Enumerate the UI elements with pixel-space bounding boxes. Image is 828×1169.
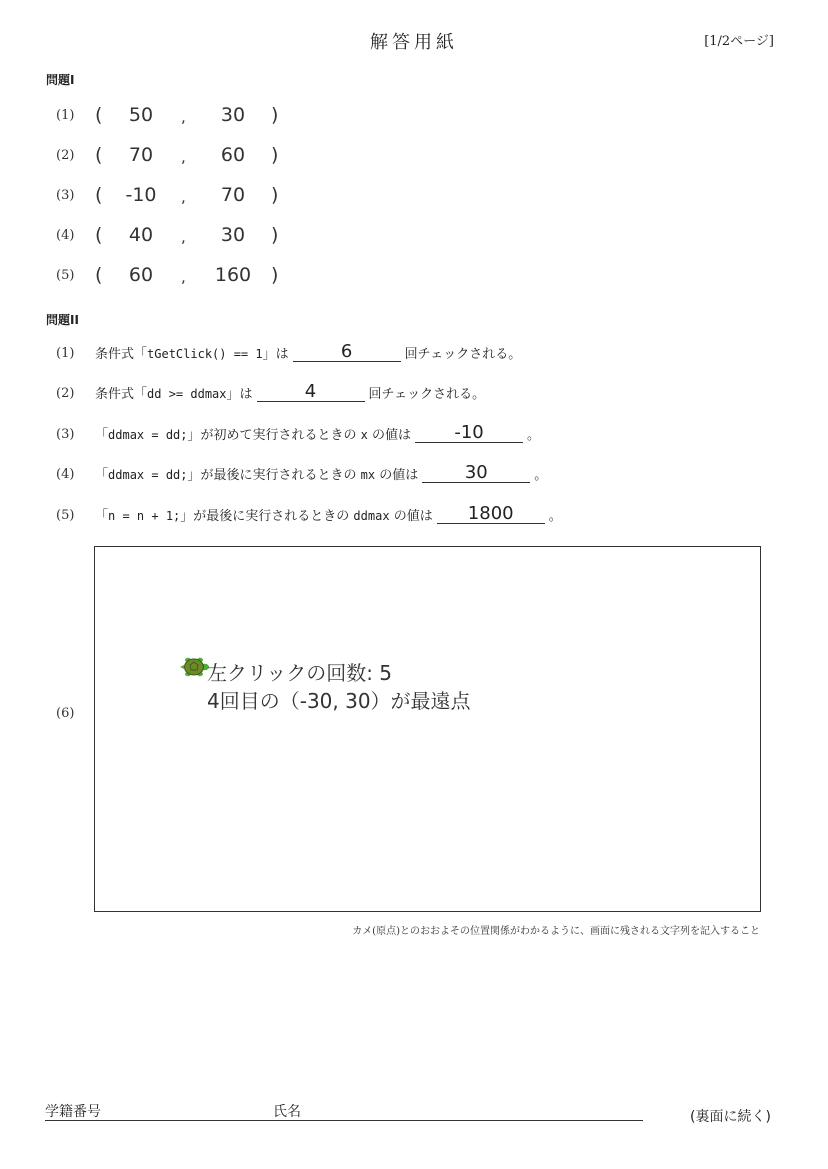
answer-box bbox=[94, 546, 761, 912]
q2-text bbox=[95, 383, 485, 402]
q5-post2: の値は bbox=[393, 509, 433, 524]
q2-post: 」は bbox=[226, 387, 253, 402]
row-1-number: (1) bbox=[56, 108, 75, 123]
signature-line bbox=[45, 1120, 643, 1121]
section2-label: 問題II bbox=[46, 313, 79, 327]
q5-var: ddmax bbox=[353, 509, 390, 523]
q1-post: 」は bbox=[262, 347, 289, 362]
q4-text bbox=[95, 464, 547, 483]
row-3-y-value: 70 bbox=[220, 184, 246, 206]
row-3-open-paren: ( bbox=[95, 184, 103, 206]
row-5-open-paren: ( bbox=[95, 264, 103, 286]
q3-code: ddmax = dd; bbox=[108, 428, 188, 442]
row-3-comma: , bbox=[181, 188, 186, 206]
row-4-number: (4) bbox=[56, 228, 75, 243]
page-title: 解答用紙 bbox=[370, 32, 458, 53]
q3-var: x bbox=[360, 428, 368, 442]
q3-post: 」が初めて実行されるときの bbox=[187, 428, 357, 443]
q2-answer: 4 bbox=[257, 383, 365, 402]
q3-text bbox=[95, 424, 540, 443]
row-1-x-value: 50 bbox=[128, 104, 154, 126]
row-1-comma: , bbox=[181, 108, 186, 126]
section1-label: 問題I bbox=[46, 73, 75, 87]
instruction-note: カメ(原点)とのおおよその位置関係がわかるように、画面に残される文字列を記入すること bbox=[352, 926, 760, 937]
row-4-y-value: 30 bbox=[220, 224, 246, 246]
q5-code: n = n + 1; bbox=[108, 509, 181, 523]
row-4-coordinate bbox=[95, 224, 295, 246]
q1-text bbox=[95, 343, 521, 362]
q5-tail: 。 bbox=[548, 509, 562, 524]
q3-pre: 「 bbox=[95, 428, 109, 443]
row-2-x-value: 70 bbox=[128, 144, 154, 166]
q5-number: (5) bbox=[56, 508, 75, 523]
row-2-comma: , bbox=[181, 148, 186, 166]
q4-var: mx bbox=[360, 468, 376, 482]
q4-pre: 「 bbox=[95, 468, 109, 483]
q4-tail: 。 bbox=[534, 468, 548, 483]
q1-pre: 条件式「 bbox=[95, 347, 148, 362]
q5-post: 」が最後に実行されるときの bbox=[180, 509, 350, 524]
q3-tail: 。 bbox=[527, 428, 541, 443]
row-3-coordinate bbox=[95, 184, 295, 206]
row-3-number: (3) bbox=[56, 188, 75, 203]
q5-text bbox=[95, 505, 562, 524]
q1-number: (1) bbox=[56, 346, 75, 361]
q3-answer: -10 bbox=[415, 424, 523, 443]
q4-post2: の値は bbox=[379, 468, 419, 483]
name-label: 氏名 bbox=[273, 1104, 301, 1120]
row-2-open-paren: ( bbox=[95, 144, 103, 166]
row-4-comma: , bbox=[181, 228, 186, 246]
row-2-coordinate bbox=[95, 144, 295, 166]
q5-answer: 1800 bbox=[437, 505, 545, 524]
row-3-x-value: -10 bbox=[125, 184, 157, 206]
row-5-number: (5) bbox=[56, 268, 75, 283]
row-5-x-value: 60 bbox=[128, 264, 154, 286]
row-5-close-paren: ) bbox=[271, 264, 279, 286]
row-2-y-value: 60 bbox=[220, 144, 246, 166]
q4-number: (4) bbox=[56, 467, 75, 482]
q4-code: ddmax = dd; bbox=[108, 468, 188, 482]
row-1-coordinate bbox=[95, 104, 295, 126]
q1-code: tGetClick() == 1 bbox=[147, 347, 263, 361]
row-1-y-value: 30 bbox=[220, 104, 246, 126]
q2-code: dd >= ddmax bbox=[147, 387, 227, 401]
q5-pre: 「 bbox=[95, 509, 109, 524]
q3-post2: の値は bbox=[372, 428, 412, 443]
q4-post: 」が最後に実行されるときの bbox=[187, 468, 357, 483]
q2-number: (2) bbox=[56, 386, 75, 401]
row-2-number: (2) bbox=[56, 148, 75, 163]
row-1-close-paren: ) bbox=[271, 104, 279, 126]
screen-line-2: 4回目の（-30, 30）が最遠点 bbox=[207, 689, 471, 713]
row-3-close-paren: ) bbox=[271, 184, 279, 206]
q2-tail: 回チェックされる。 bbox=[368, 387, 486, 402]
row-4-close-paren: ) bbox=[271, 224, 279, 246]
screen-line-1: 左クリックの回数: 5 bbox=[207, 661, 393, 685]
q6-number: (6) bbox=[56, 706, 75, 721]
q3-number: (3) bbox=[56, 427, 75, 442]
row-1-open-paren: ( bbox=[95, 104, 103, 126]
row-5-comma: , bbox=[181, 268, 186, 286]
row-5-coordinate bbox=[95, 264, 295, 286]
row-2-close-paren: ) bbox=[271, 144, 279, 166]
page-number: [1/2ページ] bbox=[704, 34, 774, 49]
q1-tail: 回チェックされる。 bbox=[404, 347, 522, 362]
q2-pre: 条件式「 bbox=[95, 387, 148, 402]
q4-answer: 30 bbox=[422, 464, 530, 483]
row-4-open-paren: ( bbox=[95, 224, 103, 246]
q1-answer: 6 bbox=[293, 343, 401, 362]
row-4-x-value: 40 bbox=[128, 224, 154, 246]
student-id-label: 学籍番号 bbox=[45, 1104, 101, 1120]
row-5-y-value: 160 bbox=[214, 264, 252, 286]
continue-note: (裏面に続く) bbox=[690, 1109, 771, 1125]
